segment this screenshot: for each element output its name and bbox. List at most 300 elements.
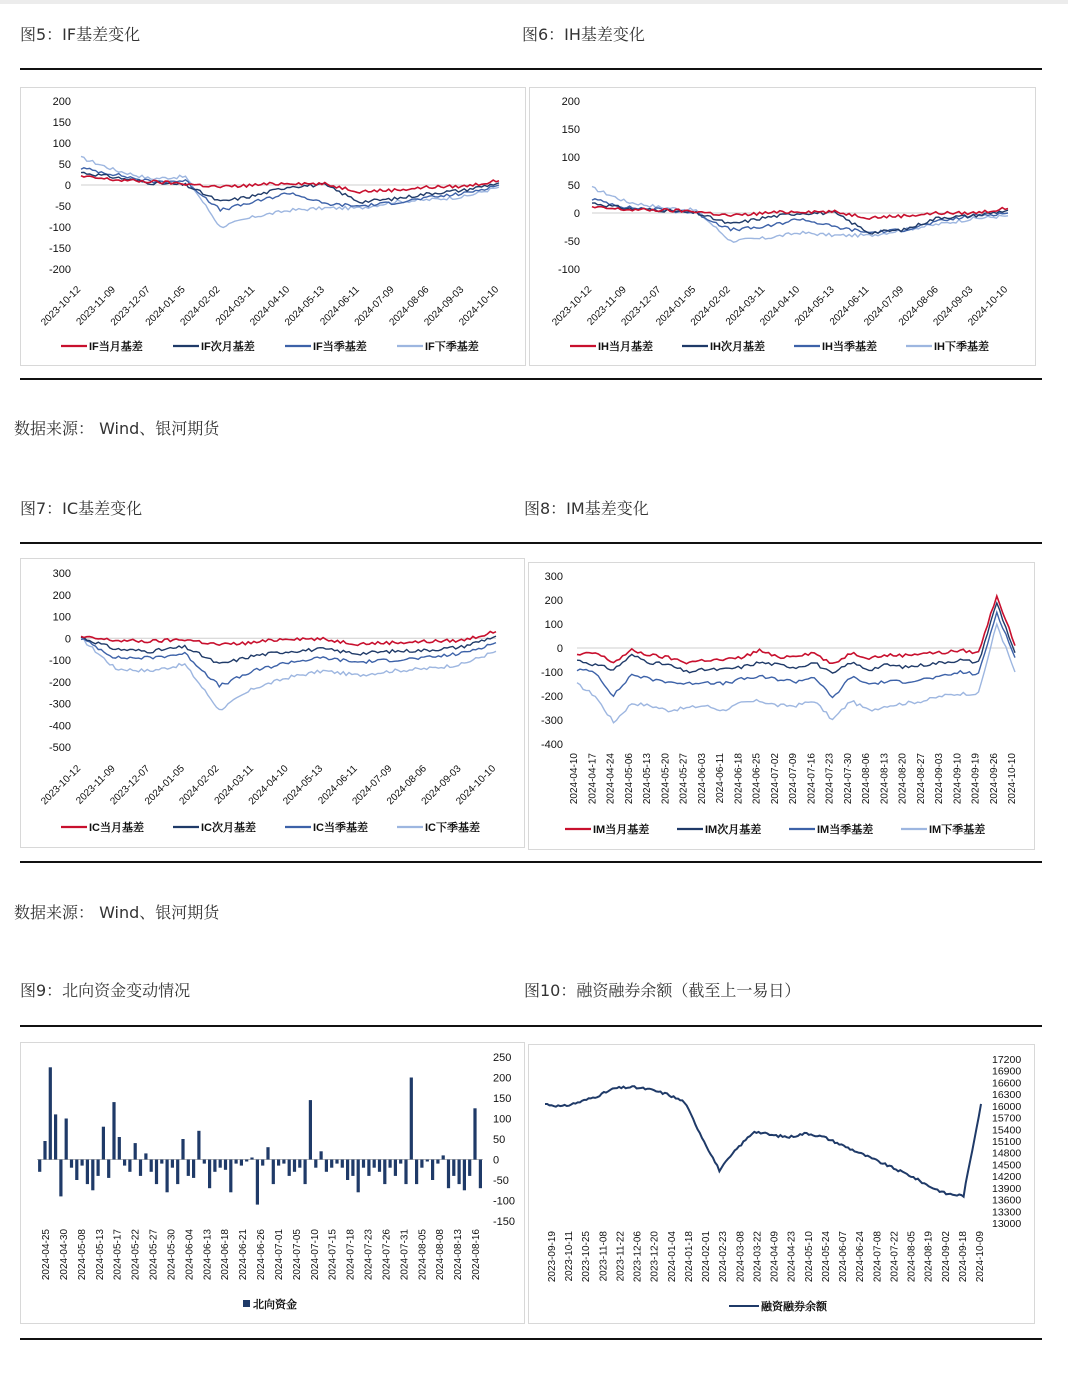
x-tick-label: 2024-05-13: [792, 284, 837, 329]
x-tick-label: 2024-08-05: [906, 1231, 918, 1283]
x-tick-label: 2024-08-06: [896, 284, 941, 329]
bar: [415, 1160, 418, 1185]
bar: [112, 1102, 115, 1159]
bar: [362, 1160, 365, 1168]
data-source-note: 数据来源： Wind、银河期货: [14, 903, 220, 922]
x-tick-label: 2024-07-05: [291, 1229, 303, 1281]
bar: [176, 1160, 179, 1185]
y-tick-label: 150: [493, 1093, 512, 1105]
x-tick-label: 2024-04-25: [41, 1229, 52, 1281]
bar: [357, 1160, 360, 1193]
bar: [399, 1160, 402, 1164]
bar: [452, 1160, 455, 1176]
legend-label: IC当季基差: [313, 822, 368, 834]
bar: [404, 1160, 407, 1185]
x-tick-label: 2024-07-02: [769, 753, 781, 805]
y-tick-label: 0: [493, 1154, 500, 1167]
legend-label: IC当月基差: [89, 822, 144, 834]
y-tick-label: -50: [493, 1175, 509, 1187]
x-tick-label: 2023-10-12: [39, 284, 84, 329]
bar: [330, 1160, 333, 1168]
x-tick-label: 2024-04-10: [246, 763, 291, 808]
x-tick-label: 2023-12-07: [108, 763, 153, 808]
y-tick-label: 14200: [992, 1171, 1022, 1184]
x-tick-label: 2024-08-08: [435, 1229, 447, 1281]
bar: [245, 1160, 248, 1162]
x-tick-label: 2024-03-08: [735, 1231, 747, 1283]
x-tick-label: 2023-12-20: [649, 1231, 661, 1283]
if-basis-svg: [21, 88, 527, 367]
bar: [144, 1153, 147, 1159]
legend-label: IM当月基差: [593, 824, 650, 836]
figure-7-title: 图7：IC基差变化: [20, 499, 143, 518]
x-tick-label: 2023-11-22: [615, 1231, 627, 1282]
y-tick-label: 300: [52, 568, 71, 580]
bar: [171, 1160, 174, 1168]
y-tick-label: 100: [561, 152, 580, 164]
legend-label: IH次月基差: [710, 341, 765, 353]
y-tick-label: -300: [48, 698, 71, 711]
y-tick-label: 200: [544, 595, 563, 607]
ic-basis-chart: [20, 558, 525, 848]
x-tick-label: 2024-01-05: [654, 284, 699, 329]
series-line-quarter: [81, 168, 499, 211]
y-tick-label: -100: [540, 667, 563, 679]
x-tick-label: 2023-11-09: [74, 763, 118, 807]
bar: [351, 1160, 354, 1176]
x-tick-label: 2024-05-17: [112, 1229, 124, 1281]
x-tick-label: 2024-03-11: [212, 763, 257, 807]
y-tick-label: 0: [573, 208, 580, 220]
y-tick-label: -150: [493, 1216, 516, 1228]
x-tick-label: 2024-05-08: [76, 1229, 88, 1281]
bar: [219, 1160, 222, 1168]
x-tick-label: 2024-07-23: [824, 753, 836, 805]
bar: [229, 1160, 232, 1193]
x-tick-label: 2024-09-03: [934, 753, 945, 805]
series-line-far: [81, 637, 496, 710]
margin-balance-svg: [529, 1045, 1036, 1325]
y-tick-label: 0: [64, 633, 71, 646]
y-tick-label: 100: [544, 619, 563, 631]
x-tick-label: 2024-06-11: [318, 284, 362, 328]
x-tick-label: 2024-08-20: [897, 753, 909, 805]
series-line-near: [577, 596, 1015, 664]
x-tick-label: 2024-05-13: [642, 753, 653, 805]
x-tick-label: 2024-05-06: [623, 753, 635, 805]
x-tick-label: 2023-12-07: [108, 284, 153, 329]
x-tick-label: 2023-10-11: [564, 1231, 576, 1282]
x-tick-label: 2024-07-09: [350, 763, 395, 808]
legend-label: IH当季基差: [822, 341, 877, 353]
series-line-far: [577, 624, 1015, 723]
y-tick-label: 200: [493, 1072, 512, 1085]
y-tick-label: 0: [64, 180, 71, 192]
x-tick-label: 2024-07-16: [806, 753, 818, 805]
series-line-next: [592, 203, 1008, 234]
y-tick-label: 14500: [992, 1159, 1022, 1172]
x-tick-label: 2024-01-05: [142, 763, 187, 808]
x-tick-label: 2024-09-18: [957, 1231, 969, 1283]
x-tick-label: 2024-05-13: [283, 284, 327, 329]
x-tick-label: 2024-04-30: [58, 1229, 70, 1281]
x-tick-label: 2024-05-20: [660, 753, 672, 805]
x-tick-label: 2024-10-09: [975, 1231, 986, 1283]
legend-label: 北向资金: [253, 1299, 297, 1311]
x-tick-label: 2024-08-19: [923, 1231, 935, 1283]
x-tick-label: 2024-05-22: [130, 1229, 142, 1281]
ih-basis-svg: [530, 88, 1037, 367]
x-tick-label: 2024-07-09: [788, 753, 799, 805]
legend-label: 融资融券余额: [761, 1301, 827, 1313]
legend-label: IF当季基差: [313, 341, 367, 353]
bar: [389, 1160, 392, 1168]
bar: [86, 1160, 89, 1185]
bar: [150, 1160, 153, 1172]
bar: [118, 1137, 121, 1160]
figure-8-title: 图8：IM基差变化: [524, 499, 649, 518]
bar: [463, 1160, 466, 1191]
x-tick-label: 2024-07-30: [842, 753, 854, 805]
x-tick-label: 2024-08-13: [453, 1229, 465, 1281]
legend-label: IF下季基差: [425, 341, 479, 353]
ih-basis-chart: [529, 87, 1036, 366]
bar: [166, 1160, 169, 1193]
bar: [261, 1160, 264, 1166]
y-tick-label: 17200: [992, 1054, 1022, 1066]
y-tick-label: 16000: [992, 1100, 1022, 1113]
x-tick-label: 2024-06-13: [202, 1229, 214, 1281]
section-rule: [20, 1338, 1042, 1340]
x-tick-label: 2024-05-10: [803, 1231, 815, 1283]
x-tick-label: 2024-07-08: [872, 1231, 884, 1283]
legend-label: IM次月基差: [705, 824, 762, 836]
series-line-quarter: [592, 199, 1008, 234]
x-tick-label: 2024-09-02: [940, 1231, 952, 1283]
x-tick-label: 2024-02-02: [177, 763, 222, 808]
x-tick-label: 2024-07-01: [273, 1229, 285, 1281]
y-tick-label: -100: [48, 655, 71, 667]
section-rule: [20, 861, 1042, 863]
x-tick-label: 2023-10-12: [550, 284, 595, 329]
bar: [65, 1119, 68, 1160]
x-tick-label: 2024-09-26: [988, 753, 1000, 805]
y-tick-label: 200: [561, 96, 580, 108]
y-tick-label: -150: [48, 243, 71, 255]
x-tick-label: 2023-11-09: [74, 284, 118, 328]
bar: [367, 1160, 370, 1176]
x-tick-label: 2024-06-26: [256, 1229, 267, 1281]
legend-label: IF次月基差: [201, 341, 255, 353]
bar: [410, 1078, 413, 1160]
x-tick-label: 2024-06-11: [715, 753, 726, 804]
y-tick-label: 100: [493, 1113, 512, 1126]
northbound-flow-svg: [21, 1043, 526, 1325]
x-tick-label: 2023-12-07: [619, 284, 664, 329]
x-tick-label: 2024-05-30: [166, 1229, 178, 1281]
y-tick-label: 150: [561, 124, 580, 136]
y-tick-label: 16900: [992, 1065, 1022, 1078]
x-tick-label: 2024-06-18: [220, 1229, 232, 1281]
y-tick-label: -200: [540, 691, 563, 703]
x-tick-label: 2024-02-02: [688, 284, 733, 329]
bar: [288, 1160, 291, 1176]
bar: [192, 1160, 195, 1178]
bar: [378, 1160, 381, 1172]
bar: [447, 1160, 450, 1189]
margin-balance-chart: [528, 1044, 1035, 1324]
bar: [473, 1108, 476, 1159]
x-tick-label: 2024-04-10: [569, 753, 580, 805]
x-tick-label: 2024-04-23: [786, 1231, 798, 1283]
x-tick-label: 2023-09-19: [547, 1231, 558, 1283]
x-tick-label: 2024-03-11: [724, 284, 768, 328]
x-tick-label: 2024-07-09: [862, 284, 907, 329]
x-tick-label: 2024-01-05: [143, 284, 188, 329]
figure-5-title: 图5：IF基差变化: [20, 25, 141, 44]
bar: [197, 1131, 200, 1160]
x-tick-label: 2024-08-16: [471, 1229, 482, 1281]
legend-label: IM当季基差: [817, 824, 874, 836]
if-basis-chart: [20, 87, 526, 366]
data-source-note: 数据来源： Wind、银河期货: [14, 419, 220, 438]
x-tick-label: 2024-07-18: [345, 1229, 357, 1281]
x-tick-label: 2024-10-10: [1007, 753, 1018, 805]
y-tick-label: 50: [58, 159, 71, 171]
x-tick-label: 2024-04-10: [248, 284, 293, 329]
x-tick-label: 2023-12-06: [632, 1231, 644, 1283]
x-tick-label: 2024-05-24: [820, 1231, 832, 1283]
bar: [431, 1160, 434, 1181]
bar: [123, 1160, 126, 1166]
legend-label: IM下季基差: [929, 824, 986, 836]
bar: [235, 1160, 238, 1164]
bar: [341, 1160, 344, 1168]
bar: [139, 1160, 142, 1176]
x-tick-label: 2024-08-06: [861, 753, 872, 805]
x-tick-label: 2024-07-10: [309, 1229, 321, 1281]
x-tick-label: 2024-01-04: [666, 1231, 678, 1283]
x-tick-label: 2024-09-10: [952, 753, 964, 805]
bar: [266, 1147, 269, 1159]
y-tick-label: 50: [493, 1134, 506, 1146]
y-tick-label: 100: [52, 611, 71, 624]
legend-label: IH下季基差: [934, 341, 989, 353]
bar: [187, 1160, 190, 1176]
series-line-margin: [545, 1086, 981, 1196]
x-tick-label: 2024-06-21: [238, 1229, 250, 1281]
figure-9-title: 图9：北向资金变动情况: [20, 981, 191, 1000]
bar: [458, 1160, 461, 1185]
y-tick-label: 14800: [992, 1147, 1022, 1160]
y-tick-label: 200: [52, 96, 71, 108]
y-tick-label: 15700: [992, 1112, 1022, 1125]
bar: [335, 1160, 338, 1164]
bar: [134, 1143, 137, 1159]
x-tick-label: 2024-02-02: [178, 284, 223, 329]
x-tick-label: 2024-09-03: [419, 763, 464, 808]
x-tick-label: 2024-09-03: [931, 284, 976, 329]
bar: [43, 1141, 46, 1160]
x-tick-label: 2024-07-26: [381, 1229, 393, 1281]
top-divider: [0, 0, 1068, 4]
y-tick-label: -200: [48, 264, 71, 276]
bar: [208, 1160, 211, 1189]
bar: [49, 1067, 52, 1159]
bar: [155, 1160, 158, 1185]
bar: [224, 1160, 227, 1170]
bar: [272, 1160, 275, 1185]
y-tick-label: 16300: [992, 1089, 1022, 1102]
ic-basis-svg: [21, 559, 526, 849]
x-tick-label: 2024-08-06: [385, 763, 429, 808]
y-tick-label: -400: [540, 739, 563, 751]
x-tick-label: 2024-04-10: [758, 284, 803, 329]
x-tick-label: 2024-07-31: [399, 1229, 411, 1281]
y-tick-label: -200: [48, 676, 71, 689]
figure-10-title: 图10：融资融券余额（截至上一易日）: [524, 981, 801, 1000]
bar: [394, 1160, 397, 1176]
bar: [320, 1151, 323, 1159]
x-tick-label: 2024-06-24: [855, 1231, 867, 1283]
x-tick-label: 2024-01-18: [683, 1231, 695, 1283]
bar: [325, 1160, 328, 1172]
y-tick-label: 16600: [992, 1077, 1022, 1090]
x-tick-label: 2024-06-18: [733, 753, 745, 805]
bar: [213, 1160, 216, 1172]
bar: [240, 1160, 243, 1166]
y-tick-label: -300: [540, 715, 563, 727]
section-rule: [20, 542, 1042, 544]
bar: [102, 1127, 105, 1160]
y-tick-label: 300: [544, 571, 563, 583]
x-tick-label: 2024-06-25: [751, 753, 763, 805]
x-tick-label: 2024-07-22: [889, 1231, 901, 1283]
x-tick-label: 2023-10-12: [39, 763, 84, 808]
y-tick-label: -100: [493, 1195, 516, 1208]
bar: [38, 1160, 41, 1172]
y-tick-label: 13900: [992, 1182, 1022, 1195]
x-tick-label: 2024-05-13: [281, 763, 326, 808]
bar: [442, 1155, 445, 1159]
x-tick-label: 2024-10-10: [966, 284, 1011, 329]
x-tick-label: 2023-11-08: [598, 1231, 610, 1282]
x-tick-label: 2024-04-24: [605, 753, 617, 805]
section-rule: [20, 378, 1042, 380]
bar: [160, 1160, 163, 1164]
bar: [304, 1160, 307, 1185]
x-tick-label: 2023-11-09: [585, 284, 629, 328]
x-tick-label: 2024-02-23: [718, 1231, 730, 1283]
y-tick-label: 200: [52, 589, 71, 602]
bar: [250, 1158, 253, 1160]
bar: [107, 1160, 110, 1178]
x-tick-label: 2024-05-13: [94, 1229, 106, 1281]
figure-6-title: 图6：IH基差变化: [522, 25, 645, 44]
x-tick-label: 2024-06-11: [316, 763, 360, 807]
northbound-flow-chart: [20, 1042, 525, 1324]
x-tick-label: 2024-09-19: [970, 753, 982, 805]
bar: [54, 1114, 57, 1159]
y-tick-label: 0: [556, 643, 563, 655]
series-line-far: [81, 156, 499, 227]
y-tick-label: 50: [567, 180, 580, 192]
x-tick-label: 2024-06-07: [838, 1231, 850, 1283]
bar: [436, 1160, 439, 1164]
x-tick-label: 2024-05-27: [148, 1229, 160, 1281]
bar: [97, 1160, 100, 1176]
y-tick-label: -50: [564, 236, 580, 248]
legend-label: IF当月基差: [89, 341, 143, 353]
bar: [426, 1160, 429, 1162]
x-tick-label: 2024-08-05: [417, 1229, 429, 1281]
x-tick-label: 2024-10-10: [454, 763, 499, 808]
x-tick-label: 2024-06-03: [696, 753, 708, 805]
legend-label: IC次月基差: [201, 822, 256, 834]
y-tick-label: -500: [48, 742, 71, 754]
bar: [468, 1160, 471, 1176]
bar: [59, 1160, 62, 1197]
section-rule: [20, 1025, 1042, 1027]
bar: [203, 1160, 206, 1164]
y-tick-label: -400: [48, 720, 71, 733]
im-basis-svg: [529, 563, 1036, 851]
x-tick-label: 2024-06-04: [184, 1229, 196, 1281]
x-tick-label: 2024-06-11: [828, 284, 872, 328]
x-tick-label: 2024-03-11: [213, 284, 258, 328]
y-tick-label: -50: [55, 201, 71, 213]
x-tick-label: 2024-07-23: [363, 1229, 375, 1281]
bar: [346, 1160, 349, 1181]
x-tick-label: 2024-04-09: [769, 1231, 781, 1283]
y-tick-label: 100: [52, 138, 71, 150]
bar: [91, 1160, 94, 1191]
bar: [277, 1160, 280, 1166]
bar: [181, 1139, 184, 1160]
bar: [282, 1160, 285, 1164]
legend-label: IC下季基差: [425, 822, 480, 834]
y-tick-label: -100: [48, 222, 71, 234]
bar: [81, 1160, 84, 1166]
x-tick-label: 2024-03-22: [752, 1231, 764, 1283]
x-tick-label: 2024-02-01: [701, 1231, 713, 1283]
bar: [298, 1160, 301, 1168]
x-tick-label: 2024-04-17: [587, 753, 599, 805]
x-tick-label: 2023-10-25: [581, 1231, 593, 1283]
y-tick-label: -100: [557, 264, 580, 276]
bar: [373, 1160, 376, 1168]
bar: [75, 1160, 78, 1181]
y-tick-label: 13300: [992, 1206, 1022, 1219]
bar: [70, 1160, 73, 1168]
x-tick-label: 2024-08-13: [879, 753, 891, 805]
bar: [293, 1160, 296, 1172]
x-tick-label: 2024-05-27: [678, 753, 690, 805]
x-tick-label: 2024-08-27: [915, 753, 927, 805]
y-tick-label: 250: [493, 1052, 512, 1064]
x-tick-label: 2024-07-15: [327, 1229, 339, 1281]
y-tick-label: 13000: [992, 1218, 1022, 1230]
x-tick-label: 2024-08-06: [387, 284, 432, 329]
bar: [420, 1160, 423, 1168]
series-line-quarter: [577, 612, 1015, 697]
y-tick-label: 15400: [992, 1124, 1022, 1137]
section-rule: [20, 68, 1042, 70]
bar: [383, 1160, 386, 1185]
bar: [479, 1160, 482, 1189]
y-tick-label: 15100: [992, 1136, 1022, 1148]
bar: [309, 1100, 312, 1159]
